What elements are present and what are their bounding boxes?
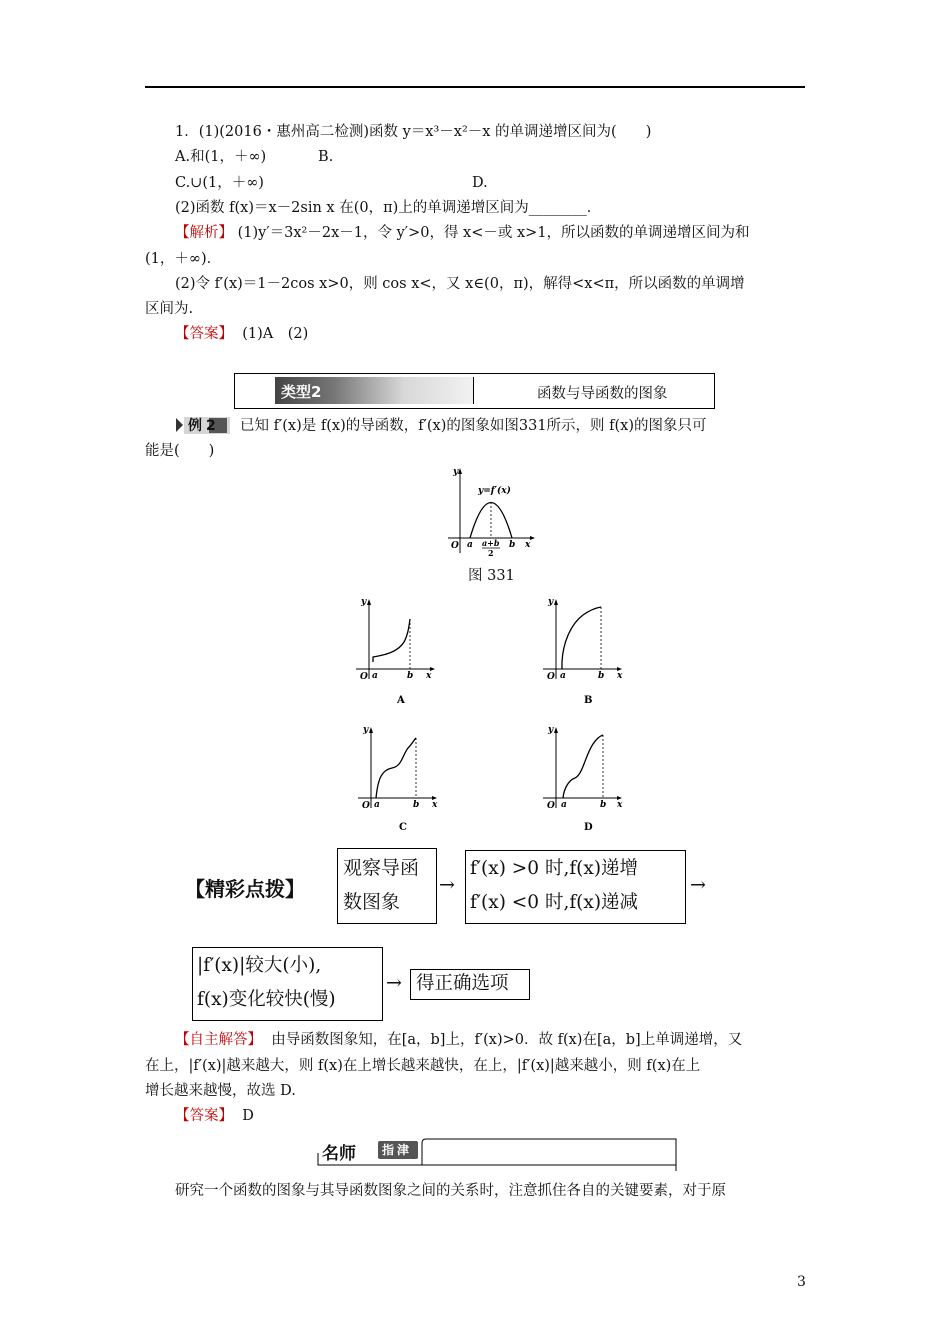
fig331-a: a [467, 540, 473, 550]
fig331-x-label: x [525, 540, 531, 550]
option-graph-c [352, 718, 452, 836]
analysis-line3: (2)令 f′(x)＝1－2cos x>0，则 cos x<，又 x∈(0，π)，解得<x<π，所以函数的单调增 [175, 276, 745, 292]
example-badge [176, 415, 230, 435]
opt-a-curve [373, 619, 410, 662]
example-line2: 能是( ) [145, 443, 215, 459]
analysis-tag: 【解析】 [175, 225, 233, 241]
teacher-label: 名师 [322, 1144, 356, 1164]
self-answer-line2: 在上，|f′(x)|越来越大，则 f(x)在上增长越来越快，在上，|f′(x)|越来越小，则 f(x)在上 [145, 1058, 701, 1074]
tips-title: 【精彩点拨】 [185, 877, 305, 901]
opt-b-y-label: y [548, 597, 554, 607]
analysis-line2: (1，＋∞)． [145, 251, 222, 267]
opt-a-origin: O [360, 672, 368, 682]
opt-d-origin: O [547, 801, 555, 811]
tips-box2 [465, 850, 686, 924]
fig331-y-label: y [453, 467, 459, 477]
fig331-b: b [509, 540, 516, 550]
q1-line1: 1．(1)(2016・惠州高二检测)函数 y＝x³－x²－x 的单调递增区间为( ) [175, 124, 652, 140]
q1-option-c: C.∪(1，＋∞) [175, 175, 264, 191]
figure-331 [440, 465, 540, 560]
opt-a-y-arrow [367, 599, 371, 605]
opt-a-b: b [407, 671, 414, 681]
self-answer-text1: 由导函数图象知，在[a，b]上，f′(x)>0．故 f(x)在[a，b]上单调递增，又 [271, 1032, 743, 1048]
header-rule [145, 86, 805, 88]
opt-d-label: D [584, 822, 593, 833]
opt-c-curve [376, 738, 416, 798]
tips-arrow3: → [386, 972, 402, 994]
tips-box4: 得正确选项 [410, 969, 530, 1000]
opt-a-x-label: x [426, 671, 432, 681]
option-graph-d [537, 718, 637, 836]
tips-box2-line2: f′(x) <0 时,f(x)递减 [470, 892, 639, 913]
opt-b-a: a [560, 671, 566, 681]
type-banner [234, 373, 715, 409]
fig331-y-arrow [458, 468, 462, 474]
opt-a-label: A [397, 695, 405, 706]
answer1 [175, 324, 308, 344]
teacher-banner [312, 1135, 680, 1171]
analysis-line1 [175, 223, 750, 243]
tips-box1-line2: 数图象 [343, 891, 401, 913]
tips-box3 [192, 947, 383, 1021]
q1-option-b: B. [318, 149, 334, 165]
example-line1: 已知 f′(x)是 f(x)的导函数，f′(x)的图象如图331所示，则 f(x)的图象只可 [240, 418, 707, 434]
opt-b-y-arrow [554, 599, 558, 605]
type-banner-label: 类型2 [281, 383, 322, 401]
opt-b-label: B [584, 695, 593, 706]
opt-d-x-label: x [617, 800, 623, 810]
q1-option-a: A.和(1，＋∞) [175, 149, 267, 165]
self-answer-tag: 【自主解答】 [175, 1032, 262, 1048]
answer1-text: (1)A (2) [242, 326, 309, 342]
option-graph-a [350, 590, 450, 710]
tips-box2-line1: f′(x) >0 时,f(x)递增 [470, 858, 639, 879]
answer2-text: D [242, 1108, 254, 1124]
opt-c-label: C [399, 822, 407, 833]
teacher-banner-frame [312, 1135, 680, 1171]
tips-box1 [337, 848, 437, 924]
option-graph-b [537, 590, 637, 710]
q1-line2: (2)函数 f(x)＝x－2sin x 在(0，π)上的单调递增区间为________． [175, 200, 602, 216]
opt-c-y-label: y [363, 725, 369, 735]
example-badge-text [188, 415, 220, 435]
opt-c-origin: O [362, 801, 370, 811]
tips-box3-line1: |f′(x)|较大(小), [197, 955, 322, 976]
opt-d-y-arrow [554, 727, 558, 733]
self-answer-line1 [175, 1030, 742, 1050]
type-banner-divider [473, 377, 474, 404]
tips-arrow2: → [690, 874, 706, 896]
last-line: 研究一个函数的图象与其导函数图象之间的关系时，注意抓住各自的关键要素，对于原 [175, 1183, 726, 1199]
fig331-x-arrow [530, 536, 535, 540]
tips-box3-line2: f(x)变化较快(慢) [197, 989, 336, 1010]
opt-b-b: b [598, 671, 605, 681]
opt-d-b: b [600, 800, 607, 810]
fig331-mid-top: a+b [482, 538, 500, 548]
answer1-tag: 【答案】 [175, 326, 233, 342]
opt-b-x-label: x [617, 671, 623, 681]
analysis-text1: (1)y′＝3x²－2x－1，令 y′>0，得 x<－或 x>1，所以函数的单调递增区间为和 [237, 225, 750, 241]
fig331-mid-bot: 2 [488, 548, 494, 558]
opt-d-y-label: y [548, 725, 554, 735]
q1-option-d: D. [472, 175, 488, 191]
fig331-caption: 图 331 [468, 568, 515, 584]
opt-d-curve [563, 735, 603, 798]
answer2 [175, 1106, 254, 1126]
fig331-fn-label: y=f′(x) [478, 486, 511, 496]
example-badge-label: 例2 [188, 418, 220, 434]
tips-box1-line1: 观察导函 [343, 857, 420, 879]
opt-b-origin: O [547, 672, 555, 682]
page-number: 3 [797, 1274, 806, 1290]
analysis-line4: 区间为. [145, 301, 194, 317]
opt-c-b: b [413, 800, 420, 810]
opt-c-y-arrow [369, 727, 373, 733]
fig331-origin: O [451, 541, 459, 551]
type-banner-title: 函数与导函数的图象 [537, 386, 668, 402]
tips-arrow1: → [439, 874, 455, 896]
opt-b-curve [562, 607, 601, 669]
opt-a-y-label: y [361, 597, 367, 607]
opt-d-a: a [561, 800, 567, 810]
teacher-badge: 指津 [382, 1143, 413, 1157]
answer2-tag: 【答案】 [175, 1108, 233, 1124]
self-answer-line3: 增长越来越慢，故选 D. [145, 1083, 296, 1099]
opt-c-a: a [374, 800, 380, 810]
opt-a-a: a [372, 671, 378, 681]
opt-c-x-label: x [432, 800, 438, 810]
